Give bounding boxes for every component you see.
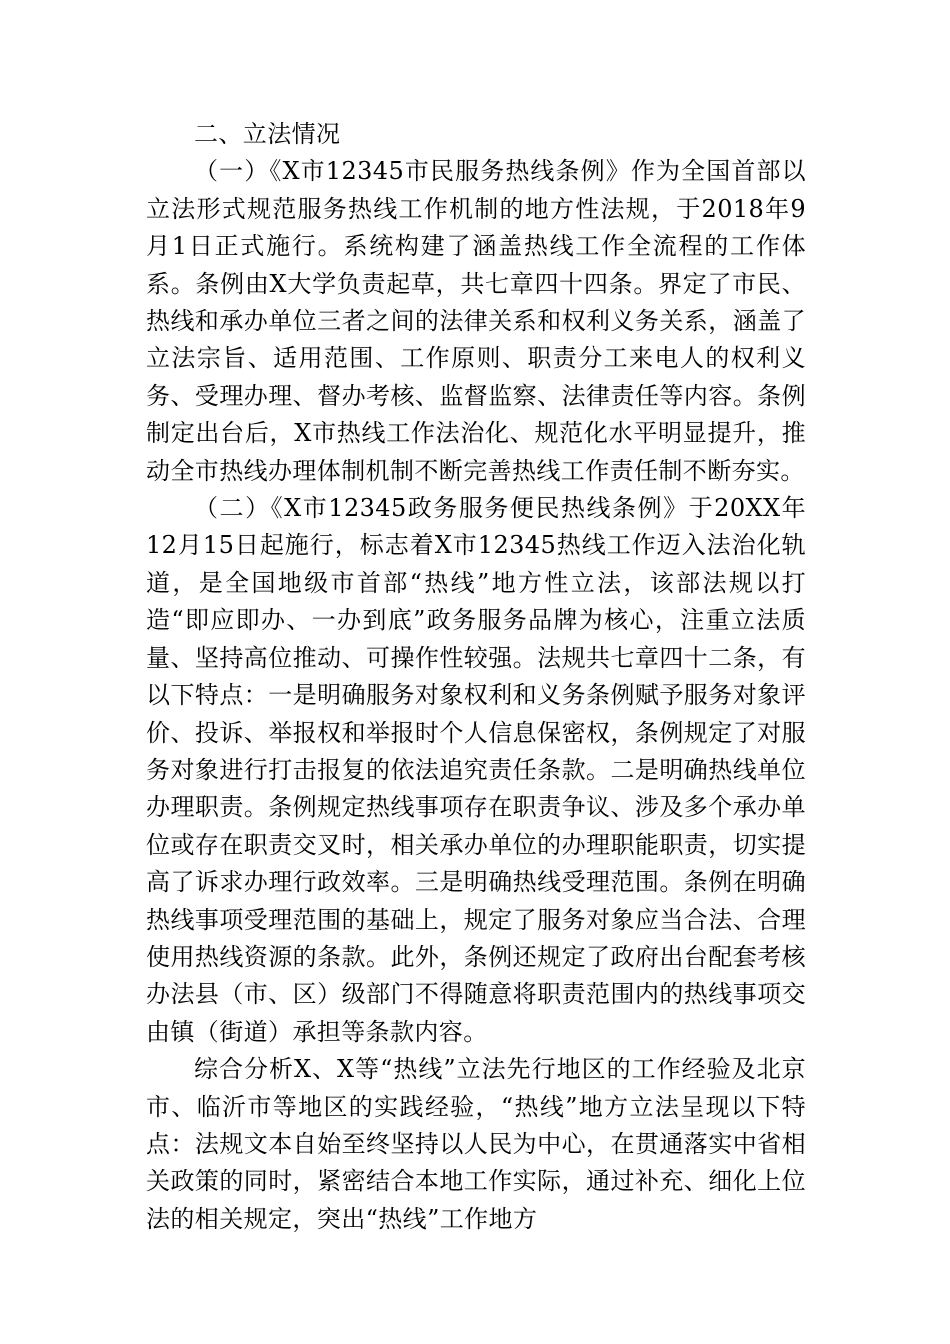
paragraph-1: （一）《X市12345市民服务热线条例》作为全国首部以立法形式规范服务热线工作机制的地方性法规，于2018年9月1日正式施行。系统构建了涵盖热线工作全流程的工作体系。条例由X大学负责起草，共七章四十四条。界定了市民、热线和承办单位三者之间的法律关系和权利义务关系，涵盖了立法宗旨、适用范围、工作原则、职责分工来电人的权利义务、受理办理、督办考核、监督监察、法律责任等内容。条例制定出台后，X市热线工作法治化、规范化水平明显提升，推动全市热线办理体制机制不断完善热线工作责任制不断夯实。 xyxy=(146,157,806,485)
paragraph-3: 综合分析X、X等“热线”立法先行地区的工作经验及北京市、临沂市等地区的实践经验，“热线”地方立法呈现以下特点：法规文本自始至终坚持以人民为中心，在贯通落实中省相关政策的同时，紧密结合本地工作实际，通过补充、细化上位法的相关规定，突出“热线”工作地方 xyxy=(146,1055,806,1233)
section-heading: 二、立法情况 xyxy=(194,120,341,148)
document-body xyxy=(146,116,806,1238)
paragraph-2: （二）《X市12345政务服务便民热线条例》于20XX年12月15日起施行，标志着X市12345热线工作迈入法治化轨道，是全国地级市首部“热线”地方性立法，该部法规以打造“即应即办、一办到底”政务服务品牌为核心，注重立法质量、坚持高位推动、可操作性较强。法规共七章四十二条，有以下特点：一是明确服务对象权利和义务条例赋予服务对象评价、投诉、举报权和举报时个人信息保密权，条例规定了对服务对象进行打击报复的依法追究责任条款。二是明确热线单位办理职责。条例规定热线事项存在职责争议、涉及多个承办单位或存在职责交叉时，相关承办单位的办理职能职责，切实提高了诉求办理行政效率。三是明确热线受理范围。条例在明确热线事项受理范围的基础上，规定了服务对象应当合法、合理使用热线资源的条款。此外，条例还规定了政府出台配套考核办法县（市、区）级部门不得随意将职责范围内的热线事项交由镇（街道）承担等条款内容。 xyxy=(146,494,806,1046)
